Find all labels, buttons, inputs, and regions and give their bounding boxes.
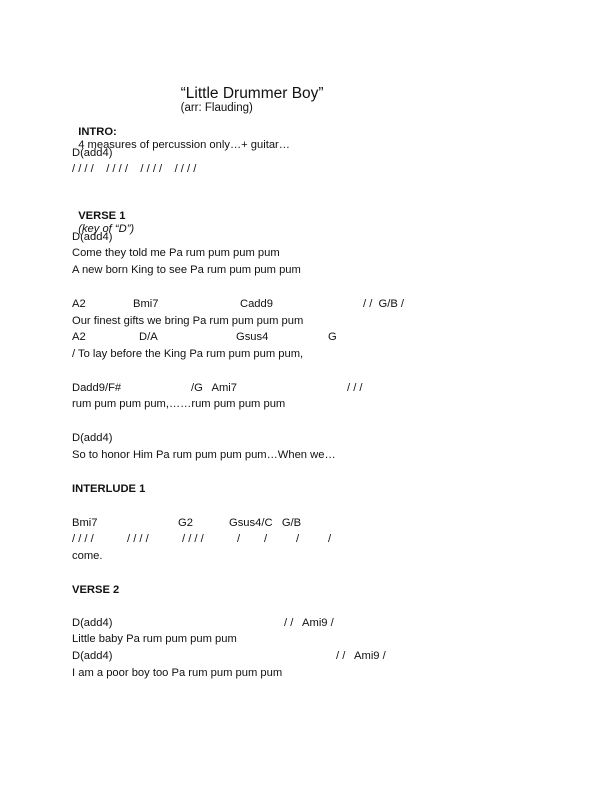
verse1-chord: /G Ami7 [191,382,238,394]
interlude1-text: come. [72,550,103,562]
interlude1-slash: / / / / [182,533,204,545]
verse1-lyric-line: So to honor Him Pa rum pum pum pum…When we… [72,449,336,461]
verse2-label: VERSE 2 [72,584,120,596]
interlude1-chord: Gsus4/C G/B [229,517,302,529]
verse1-chord: / / / [347,382,363,394]
interlude1-slash: / [328,533,332,545]
verse2-lyric-line: Little baby Pa rum pum pum pum [72,633,237,645]
verse1-chord: Dadd9/F# [72,382,122,394]
verse1-chord: Gsus4 [236,331,269,343]
intro-chords: D(add4) [72,147,113,159]
verse1-chord: G [328,331,337,343]
verse1-lyric-line: Our finest gifts we bring Pa rum pum pum pum [72,315,304,327]
song-title: “Little Drummer Boy” [180,85,324,102]
verse1-chord-line: D(add4) [72,432,113,444]
page-title [172,74,324,115]
verse1-chord: / / G/B / [363,298,405,310]
verse1-lyric-line: rum pum pum pum,……rum pum pum pum [72,398,286,410]
interlude1-chord: G2 [178,517,193,529]
interlude1-chord: Bmi7 [72,517,98,529]
verse1-label: VERSE 1 [78,210,126,222]
interlude1-slash: / / / / [72,533,94,545]
verse2-chord: D(add4) [72,650,113,662]
interlude1-label: INTERLUDE 1 [72,483,146,495]
intro-slashes: / / / / / / / / / / / / / / / / [72,163,197,175]
verse1-chord: A2 [72,331,86,343]
interlude1-slash: / [296,533,300,545]
verse1-chord-line: D(add4) [72,231,113,243]
interlude1-slash: / / / / [127,533,149,545]
verse1-chord: A2 [72,298,86,310]
interlude1-slash: / [237,533,241,545]
verse1-chord: Bmi7 [133,298,159,310]
verse1-lyric-line: Come they told me Pa rum pum pum pum [72,247,280,259]
arranger: (arr: Flauding) [180,102,253,114]
verse1-chord: D/A [139,331,158,343]
interlude1-slash: / [264,533,268,545]
verse1-lyric-line: A new born King to see Pa rum pum pum pum [72,264,301,276]
verse2-chord: / / Ami9 / [336,650,386,662]
verse2-lyric-line: I am a poor boy too Pa rum pum pum pum [72,667,283,679]
verse2-chord: / / Ami9 / [284,617,334,629]
verse1-chord: Cadd9 [240,298,273,310]
verse1-key: (key of “D”) [78,223,135,235]
intro-text: 4 measures of percussion only…+ guitar… [78,139,290,151]
verse1-lyric-line: / To lay before the King Pa rum pum pum pum, [72,348,304,360]
intro-label: INTRO: [78,126,117,138]
verse2-chord: D(add4) [72,617,113,629]
